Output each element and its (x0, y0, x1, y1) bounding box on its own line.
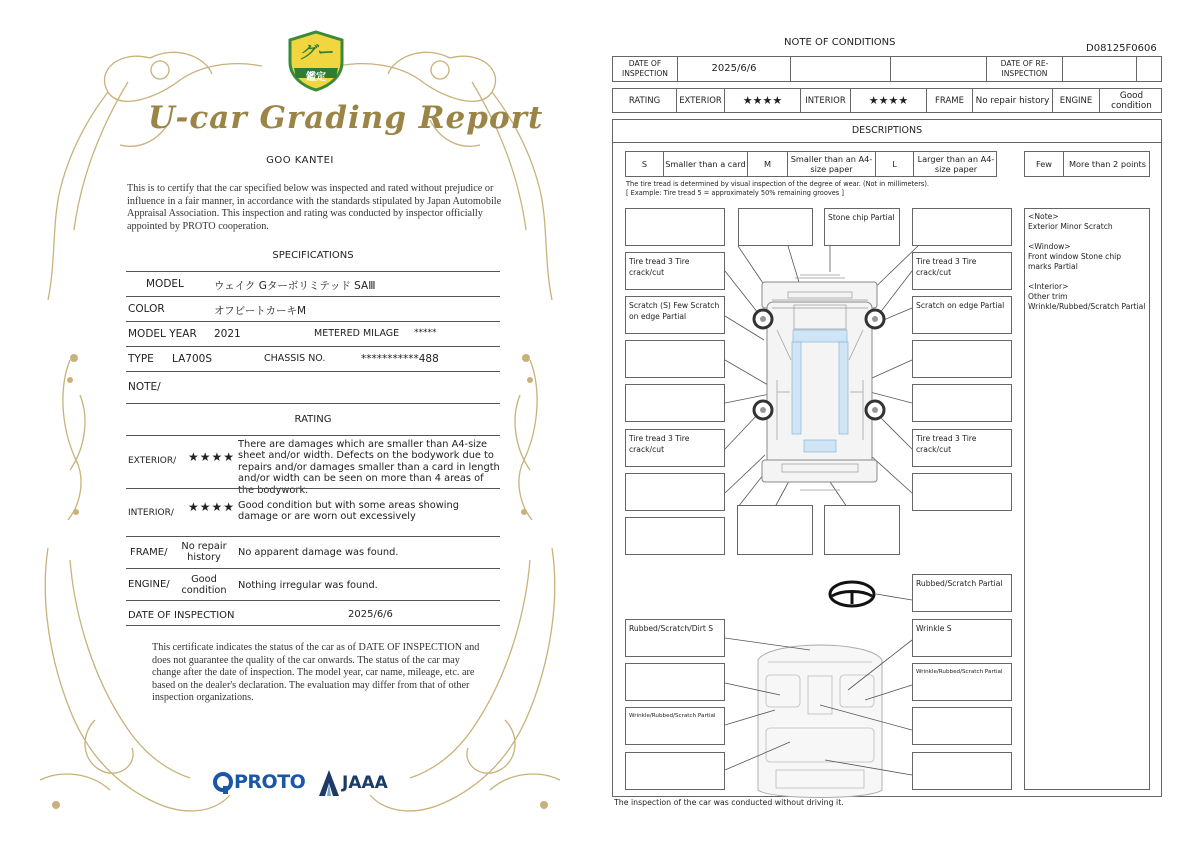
conditions-title: NOTE OF CONDITIONS (784, 37, 896, 48)
interior-box-left-4 (625, 752, 725, 790)
exterior-box-left-5 (625, 384, 725, 422)
scratch-few-box: Scratch (S) Few Scratch on edge Partial (625, 296, 725, 334)
stone-chip-box: Stone chip Partial (824, 208, 900, 246)
interior-stars: ★★★★ (188, 500, 236, 514)
logo-text-top: グー (299, 43, 333, 63)
milage-value: ***** (414, 328, 437, 338)
model-label: MODEL (146, 278, 184, 290)
window-heading: <Window> (1028, 242, 1071, 251)
rating-engine (126, 568, 500, 600)
year-label: MODEL YEAR (128, 328, 197, 340)
dashboard-box: Rubbed/Scratch/Dirt S (625, 619, 725, 657)
legend-s-desc: Smaller than a card (664, 152, 748, 176)
color-label: COLOR (128, 303, 165, 315)
proto-mark-icon (213, 772, 233, 794)
interior-box-right-3 (912, 707, 1012, 745)
date-inspection-label: DATE OF INSPECTION (613, 57, 678, 81)
engine-desc: Nothing irregular was found. (238, 580, 378, 591)
rating-date (126, 600, 500, 626)
spec-row-color (126, 296, 500, 321)
exterior-stars: ★★★★ (188, 450, 236, 464)
org-name: GOO KANTEI (266, 155, 334, 166)
rating-title: RATING (294, 414, 332, 425)
exterior-box-left-4 (625, 340, 725, 378)
exterior-label: EXTERIOR/ (128, 456, 177, 466)
steering-wheel-icon (830, 582, 874, 606)
exterior-box-2 (738, 208, 813, 246)
frame-label: FRAME/ (130, 547, 168, 558)
frame-desc: No apparent damage was found. (238, 547, 399, 558)
type-value: LA700S (172, 353, 212, 365)
tire-front-left-box: Tire tread 3 Tire crack/cut (625, 252, 725, 290)
spec-row-type (126, 346, 500, 371)
milage-label: METERED MILAGE (314, 328, 400, 339)
proto-logo-text: PROTO (234, 771, 306, 793)
steering-box: Rubbed/Scratch Partial (912, 574, 1012, 612)
exterior-box-bottom-2 (737, 505, 813, 555)
date-label: DATE OF INSPECTION (128, 610, 235, 621)
chassis-label: CHASSIS NO. (264, 353, 326, 364)
rating-label: RATING (613, 89, 677, 112)
interior-box-right-4 (912, 752, 1012, 790)
interior-label: INTERIOR/ (128, 508, 174, 518)
model-value: ウェイク Gターボリミテッド SAⅢ (214, 280, 376, 292)
note-value: Exterior Minor Scratch (1028, 222, 1113, 231)
cond-exterior-label: EXTERIOR (677, 89, 725, 112)
exterior-box-right-5 (912, 384, 1012, 422)
wrinkle-s-box: Wrinkle S (912, 619, 1012, 657)
frame-value: No repair history (181, 541, 227, 564)
descriptions-title: DESCRIPTIONS (612, 119, 1162, 143)
exterior-box-right-4 (912, 340, 1012, 378)
legend-m: M (748, 152, 788, 176)
seat-left-box: Wrinkle/Rubbed/Scratch Partial (625, 707, 725, 745)
rating-interior (126, 488, 500, 536)
cond-frame-label: FRAME (927, 89, 973, 112)
tread-note-1: The tire tread is determined by visual inspection of the degree of wear. (Not in millimeters). (626, 180, 930, 188)
exterior-box-1 (625, 208, 725, 246)
report-number: D08125F0606 (1086, 43, 1157, 54)
cond-interior-stars: ★★★★ (851, 89, 927, 112)
note-heading: <Note> (1028, 212, 1059, 221)
jaaa-logo-text: JAAA (342, 773, 388, 793)
exterior-box-bottom-3 (824, 505, 900, 555)
legend-m-desc: Smaller than an A4-size paper (788, 152, 876, 176)
year-value: 2021 (214, 328, 241, 340)
legend-l-desc: Larger than an A4-size paper (917, 154, 995, 174)
spec-divider (126, 403, 500, 404)
type-label: TYPE (128, 353, 154, 365)
cond-interior-label: INTERIOR (801, 89, 851, 112)
interior-value: Other trim Wrinkle/Rubbed/Scratch Partial (1028, 292, 1146, 311)
tread-note-2: [ Example: Tire tread 5 = approximately 50% remaining grooves ] (626, 189, 844, 197)
tire-rear-right-box: Tire tread 3 Tire crack/cut (912, 429, 1012, 467)
scratch-edge-box: Scratch on edge Partial (912, 296, 1012, 334)
jaaa-mark-icon (318, 769, 340, 797)
tire-rear-left-box: Tire tread 3 Tire crack/cut (625, 429, 725, 467)
tire-front-right-box: Tire tread 3 Tire crack/cut (912, 252, 1012, 290)
spec-row-model (126, 271, 500, 296)
note-of-conditions (600, 0, 1200, 848)
rating-exterior (126, 435, 500, 496)
seat-right-box: Wrinkle/Rubbed/Scratch Partial (912, 663, 1012, 701)
rating-frame (126, 536, 500, 568)
interior-box-left-2 (625, 663, 725, 701)
specifications-title: SPECIFICATIONS (272, 250, 354, 261)
engine-value: Good condition (181, 574, 227, 597)
legend-s: S (626, 152, 664, 176)
exterior-box-left-7 (625, 473, 725, 511)
exterior-box-right-7 (912, 473, 1012, 511)
engine-label: ENGINE/ (128, 579, 170, 590)
legend-l: L (876, 152, 914, 176)
notes-column (1024, 208, 1150, 790)
legend-few-desc: More than 2 points (1068, 159, 1147, 169)
exterior-box-bottom-1 (625, 517, 725, 555)
legend-few: Few (1025, 152, 1064, 176)
spec-row-year (126, 321, 500, 346)
exterior-box-4 (912, 208, 1012, 246)
color-value: オフビートカーキM (214, 305, 307, 317)
interior-desc: Good condition but with some areas showing damage or are worn out excessively (238, 500, 459, 523)
report-title: U-car Grading Report (148, 100, 544, 136)
interior-heading: <Interior> (1028, 282, 1069, 291)
date-inspection-value: 2025/6/6 (678, 57, 791, 81)
logo-text-bottom: 鑑定 (306, 72, 326, 83)
cond-engine-value: Good condition (1111, 90, 1152, 111)
spec-row-note (126, 371, 500, 403)
footer-paragraph: This certificate indicates the status of the car as of DATE OF INSPECTION and does not guarantee the quality of the car onwards. The status of the car may change after the date of inspection. The model year, car name, mileage, etc. are based on the dealer's declaration. The evaluation may differ from that of other inspection organizations. (152, 642, 480, 703)
certify-paragraph: This is to certify that the car specified below was inspected and rated without prejudice or influence in a fair manner, in accordance with the standards stipulated by Japan Automobile Appraisal Association. This inspection and rating was conducted by inspector officially appointed by PROTO cooperation. (127, 183, 502, 232)
cond-exterior-stars: ★★★★ (725, 89, 801, 112)
note-label: NOTE/ (128, 381, 161, 393)
window-value: Front window Stone chip marks Partial (1028, 252, 1122, 271)
reinspection-label: DATE OF RE-INSPECTION (987, 57, 1063, 81)
date-value: 2025/6/6 (348, 609, 393, 620)
cond-engine-label: ENGINE (1053, 89, 1100, 112)
cond-frame-value: No repair history (973, 89, 1053, 112)
chassis-value: ***********488 (361, 353, 439, 365)
conditions-footer: The inspection of the car was conducted without driving it. (614, 798, 844, 807)
exterior-desc: There are damages which are smaller than A4-size sheet and/or width. Defects on the bodywork due to repairs and/or damages smaller than a card in length and/or width can be seen on more than 4 areas of the bodywork. (238, 439, 500, 496)
